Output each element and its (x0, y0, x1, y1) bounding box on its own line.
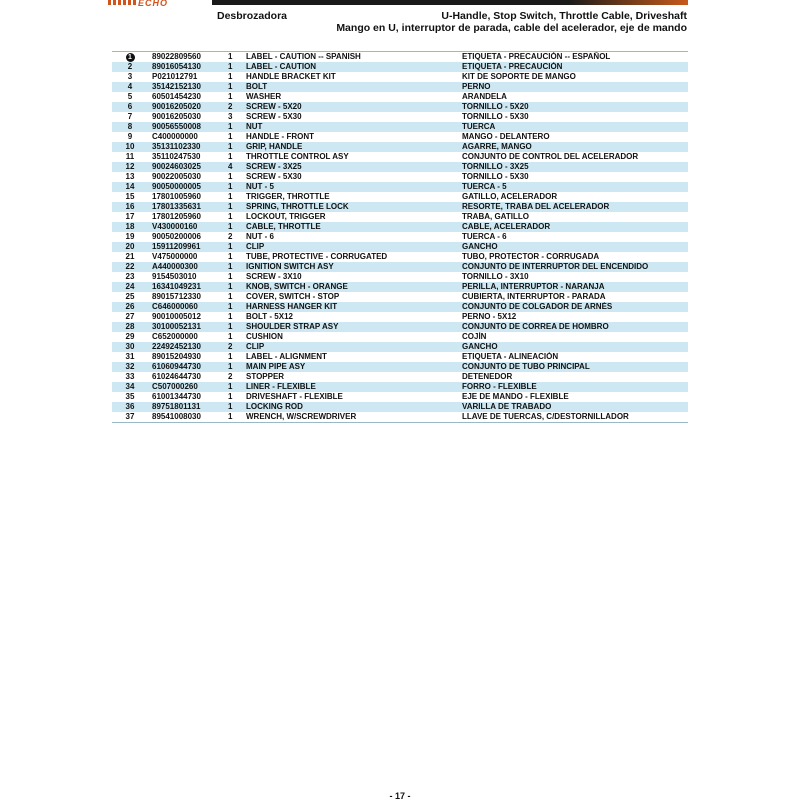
quantity: 1 (228, 312, 233, 321)
description-english: SCREW - 5X30 (246, 172, 302, 181)
quantity: 1 (228, 92, 233, 101)
ref-number: 8 (112, 122, 148, 132)
description-spanish: FORRO - FLEXIBLE (462, 382, 688, 392)
description-spanish: CUBIERTA, INTERRUPTOR - PARADA (462, 292, 606, 301)
ref-number: 19 (125, 232, 135, 241)
part-number: 90016205020 (148, 102, 228, 112)
description-spanish: COJÍN (462, 332, 487, 341)
ref-number: 21 (125, 252, 135, 261)
ref-number: 12 (112, 162, 148, 172)
part-number: 61060944730 (148, 362, 228, 372)
description-english: TUBE, PROTECTIVE - CORRUGATED (246, 252, 388, 261)
quantity: 2 (228, 372, 233, 381)
parts-table (112, 52, 688, 423)
table-row (112, 182, 688, 192)
quantity: 2 (228, 102, 246, 112)
table-row (112, 132, 688, 142)
section-title-english: U-Handle, Stop Switch, Throttle Cable, Driveshaft (441, 10, 687, 22)
part-number: 35110247530 (152, 152, 201, 161)
quantity: 3 (228, 112, 233, 121)
table-row (112, 62, 688, 72)
quantity: 1 (228, 412, 246, 423)
ref-number: 25 (125, 292, 135, 301)
description-english: NUT (246, 122, 462, 132)
description-spanish: EJE DE MANDO - FLEXIBLE (462, 392, 569, 401)
ref-number: 36 (112, 402, 148, 412)
quantity: 1 (228, 152, 233, 161)
quantity: 1 (228, 282, 246, 292)
part-number: A440000300 (148, 262, 228, 272)
table-row (112, 72, 688, 82)
quantity: 1 (228, 292, 233, 301)
table-row (112, 392, 688, 402)
ref-number: 20 (112, 242, 148, 252)
part-number: 90056550008 (148, 122, 228, 132)
description-spanish: CONJUNTO DE TUBO PRINCIPAL (462, 362, 688, 372)
description-spanish: CONJUNTO DE INTERRUPTOR DEL ENCENDIDO (462, 262, 688, 272)
ref-number (112, 52, 148, 62)
table-row (112, 232, 688, 242)
description-spanish: ARANDELA (462, 92, 507, 101)
table-row (112, 302, 688, 312)
ref-number: 33 (125, 372, 135, 381)
description-english: THROTTLE CONTROL ASY (246, 152, 349, 161)
description-english: HANDLE - FRONT (246, 132, 314, 141)
quantity: 1 (228, 222, 246, 232)
part-number: V430000160 (148, 222, 228, 232)
table-row (112, 202, 688, 212)
description-english: LABEL - CAUTION (246, 62, 462, 72)
table-row (112, 92, 688, 102)
part-number: 89541008030 (148, 412, 228, 423)
ref-number: 11 (125, 152, 135, 161)
description-english: LOCKING ROD (246, 402, 462, 412)
description-english: CLIP (246, 342, 462, 352)
quantity: 1 (228, 352, 233, 361)
description-spanish: CONJUNTO DE COLGADOR DE ARNÉS (462, 302, 688, 312)
part-number: 89016054130 (148, 62, 228, 72)
table-row (112, 412, 688, 423)
ref-number: 7 (127, 112, 133, 121)
quantity: 1 (228, 262, 246, 272)
quantity: 1 (228, 212, 233, 221)
description-spanish: LLAVE DE TUERCAS, C/DESTORNILLADOR (462, 412, 688, 423)
description-english: HANDLE BRACKET KIT (246, 72, 336, 81)
ref-number: 14 (112, 182, 148, 192)
table-row (112, 402, 688, 412)
part-number: 35131102330 (148, 142, 228, 152)
description-spanish: DETENEDOR (462, 372, 513, 381)
model-name: Desbrozadora (217, 10, 288, 22)
quantity: 1 (228, 132, 233, 141)
description-english: LOCKOUT, TRIGGER (246, 212, 326, 221)
description-spanish: ETIQUETA - ALINEACIÓN (462, 352, 559, 361)
quantity: 1 (228, 322, 246, 332)
part-number: C507000260 (148, 382, 228, 392)
quantity: 1 (228, 192, 233, 201)
description-spanish: TORNILLO - 5X20 (462, 102, 688, 112)
table-row (112, 322, 688, 332)
description-english: NUT - 6 (246, 232, 274, 241)
page-number: - 17 - (389, 791, 411, 801)
part-number: C652000000 (152, 332, 198, 341)
part-number: 30100052131 (148, 322, 228, 332)
description-english: KNOB, SWITCH - ORANGE (246, 282, 462, 292)
description-spanish: RESORTE, TRABA DEL ACELERADOR (462, 202, 688, 212)
table-row (112, 262, 688, 272)
ref-number: 9 (127, 132, 133, 141)
part-number: 17801205960 (152, 212, 201, 221)
part-number: 89022809560 (152, 52, 201, 61)
brand-name: ECHO (138, 0, 169, 7)
part-number: 60501454230 (152, 92, 201, 101)
quantity: 1 (228, 302, 246, 312)
part-number: C400000000 (152, 132, 198, 141)
description-english: TRIGGER, THROTTLE (246, 192, 330, 201)
description-english: CABLE, THROTTLE (246, 222, 462, 232)
description-english: MAIN PIPE ASY (246, 362, 462, 372)
description-english: WASHER (246, 92, 282, 101)
description-spanish: TUERCA (462, 122, 688, 132)
part-number: 17801005960 (152, 192, 201, 201)
description-spanish: CONJUNTO DE CORREA DE HOMBRO (462, 322, 688, 332)
quantity: 1 (228, 202, 246, 212)
ref-number: 28 (112, 322, 148, 332)
description-english: STOPPER (246, 372, 285, 381)
description-english: SCREW - 3X10 (246, 272, 302, 281)
part-number: 90016205030 (152, 112, 201, 121)
description-english: SCREW - 5X30 (246, 112, 302, 121)
ref-number: 35 (125, 392, 135, 401)
ref-number: 22 (112, 262, 148, 272)
description-english: COVER, SWITCH - STOP (246, 292, 340, 301)
description-spanish: PERNO - 5X12 (462, 312, 517, 321)
part-number: 90050200006 (152, 232, 201, 241)
part-number: 90050000005 (148, 182, 228, 192)
logo-stripe-icon (108, 0, 138, 5)
ref-number: 23 (125, 272, 135, 281)
ref-number: 16 (112, 202, 148, 212)
table-row (112, 252, 688, 262)
table-row (112, 52, 688, 62)
table-row (112, 332, 688, 342)
table-row (112, 192, 688, 202)
description-spanish: AGARRE, MANGO (462, 142, 688, 152)
description-english: LINER - FLEXIBLE (246, 382, 462, 392)
description-spanish: GATILLO, ACELERADOR (462, 192, 558, 201)
description-english: NUT - 5 (246, 182, 462, 192)
description-spanish: TORNILLO - 5X30 (462, 172, 529, 181)
part-number: 90022005030 (152, 172, 201, 181)
table-row (112, 372, 688, 382)
description-english: LABEL - ALIGNMENT (246, 352, 327, 361)
description-spanish: TORNILLO - 3X10 (462, 272, 529, 281)
quantity: 1 (228, 242, 246, 252)
description-english: SCREW - 3X25 (246, 162, 462, 172)
ref-number: 13 (125, 172, 135, 181)
description-english: BOLT - 5X12 (246, 312, 293, 321)
table-row (112, 172, 688, 182)
table-row (112, 212, 688, 222)
description-spanish: ETIQUETA - PRECAUCIÓN (462, 62, 688, 72)
table-row (112, 242, 688, 252)
quantity: 1 (228, 362, 246, 372)
header-bar (212, 0, 688, 5)
table-row (112, 362, 688, 372)
section-title-spanish: Mango en U, interruptor de parada, cable del acelerador, eje de mando (336, 22, 687, 34)
description-spanish: KIT DE SOPORTE DE MANGO (462, 72, 576, 81)
quantity: 1 (228, 72, 233, 81)
part-number: 89015204930 (152, 352, 201, 361)
parts-table-body (112, 52, 688, 423)
description-spanish: PERILLA, INTERRUPTOR - NARANJA (462, 282, 688, 292)
description-english: CUSHION (246, 332, 283, 341)
part-number: 16341049231 (148, 282, 228, 292)
ref-number: 2 (112, 62, 148, 72)
description-spanish: TORNILLO - 3X25 (462, 162, 688, 172)
part-number: 22492452130 (148, 342, 228, 352)
ref-number: 17 (125, 212, 135, 221)
description-english: SPRING, THROTTLE LOCK (246, 202, 462, 212)
part-number: 9154503010 (152, 272, 197, 281)
part-number: 15911209961 (148, 242, 228, 252)
description-english: SCREW - 5X20 (246, 102, 462, 112)
description-english: WRENCH, W/SCREWDRIVER (246, 412, 462, 423)
part-number: V475000000 (152, 252, 198, 261)
table-row (112, 152, 688, 162)
description-spanish: TUBO, PROTECTOR - CORRUGADA (462, 252, 600, 261)
description-spanish: PERNO (462, 82, 688, 92)
part-number: 90010005012 (152, 312, 201, 321)
part-number: 89751801131 (148, 402, 228, 412)
ref-number: 15 (125, 192, 135, 201)
quantity: 1 (228, 182, 246, 192)
quantity: 1 (228, 142, 246, 152)
quantity: 1 (228, 272, 233, 281)
table-row (112, 312, 688, 322)
ref-number: 3 (127, 72, 133, 81)
description-spanish: TUERCA - 5 (462, 182, 688, 192)
part-number: 61001344730 (152, 392, 201, 401)
quantity: 2 (228, 342, 246, 352)
ref-number: 29 (125, 332, 135, 341)
table-row (112, 382, 688, 392)
table-row (112, 292, 688, 302)
description-english: CLIP (246, 242, 462, 252)
table-row (112, 102, 688, 112)
description-spanish: TRABA, GATILLO (462, 212, 529, 221)
part-number: P021012791 (152, 72, 198, 81)
description-english: LABEL - CAUTION -- SPANISH (246, 52, 361, 61)
table-row (112, 162, 688, 172)
description-english: BOLT (246, 82, 462, 92)
quantity: 2 (228, 232, 233, 241)
quantity: 1 (228, 172, 233, 181)
quantity: 1 (228, 332, 233, 341)
ref-number: 30 (112, 342, 148, 352)
quantity: 1 (228, 392, 233, 401)
part-number: 61024644730 (152, 372, 201, 381)
quantity: 1 (228, 62, 246, 72)
table-row (112, 222, 688, 232)
ref-number: 31 (125, 352, 135, 361)
table-row (112, 282, 688, 292)
brand-logo (108, 0, 202, 7)
header-bar-accent (568, 0, 688, 5)
quantity: 1 (228, 382, 246, 392)
ref-number: 32 (112, 362, 148, 372)
part-number: 89015712330 (152, 292, 201, 301)
quantity: 1 (228, 52, 233, 61)
quantity: 1 (228, 82, 246, 92)
description-english: SHOULDER STRAP ASY (246, 322, 462, 332)
part-number: 35142152130 (148, 82, 228, 92)
description-spanish: GANCHO (462, 342, 688, 352)
page-header (0, 0, 800, 40)
description-spanish: CABLE, ACELERADOR (462, 222, 688, 232)
description-english: GRIP, HANDLE (246, 142, 462, 152)
description-spanish: GANCHO (462, 242, 688, 252)
description-spanish: TUERCA - 6 (462, 232, 507, 241)
ref-number: 4 (112, 82, 148, 92)
description-spanish: VARILLA DE TRABADO (462, 402, 688, 412)
table-row (112, 82, 688, 92)
table-row (112, 272, 688, 282)
table-row (112, 342, 688, 352)
table-row (112, 122, 688, 132)
description-spanish: MANGO - DELANTERO (462, 132, 550, 141)
description-english: DRIVESHAFT - FLEXIBLE (246, 392, 343, 401)
table-row (112, 352, 688, 362)
quantity: 1 (228, 122, 246, 132)
ref-number: 5 (127, 92, 133, 101)
ref-number: 24 (112, 282, 148, 292)
part-number: 90024603025 (148, 162, 228, 172)
description-spanish: TORNILLO - 5X30 (462, 112, 529, 121)
quantity: 4 (228, 162, 246, 172)
table-row (112, 112, 688, 122)
ref-number: 26 (112, 302, 148, 312)
ref-number: 10 (112, 142, 148, 152)
ref-number: 18 (112, 222, 148, 232)
ref-number: 27 (125, 312, 135, 321)
part-number: 17801335631 (148, 202, 228, 212)
quantity: 1 (228, 252, 233, 261)
ref-circle-icon: 1 (126, 53, 135, 62)
table-row (112, 142, 688, 152)
part-number: C646000060 (148, 302, 228, 312)
description-english: HARNESS HANGER KIT (246, 302, 462, 312)
description-english: IGNITION SWITCH ASY (246, 262, 462, 272)
ref-number: 6 (112, 102, 148, 112)
description-spanish: CONJUNTO DE CONTROL DEL ACELERADOR (462, 152, 639, 161)
ref-number: 34 (112, 382, 148, 392)
ref-number: 37 (112, 412, 148, 423)
quantity: 1 (228, 402, 246, 412)
description-spanish: ETIQUETA - PRECAUCIÓN -- ESPAÑOL (462, 52, 611, 61)
